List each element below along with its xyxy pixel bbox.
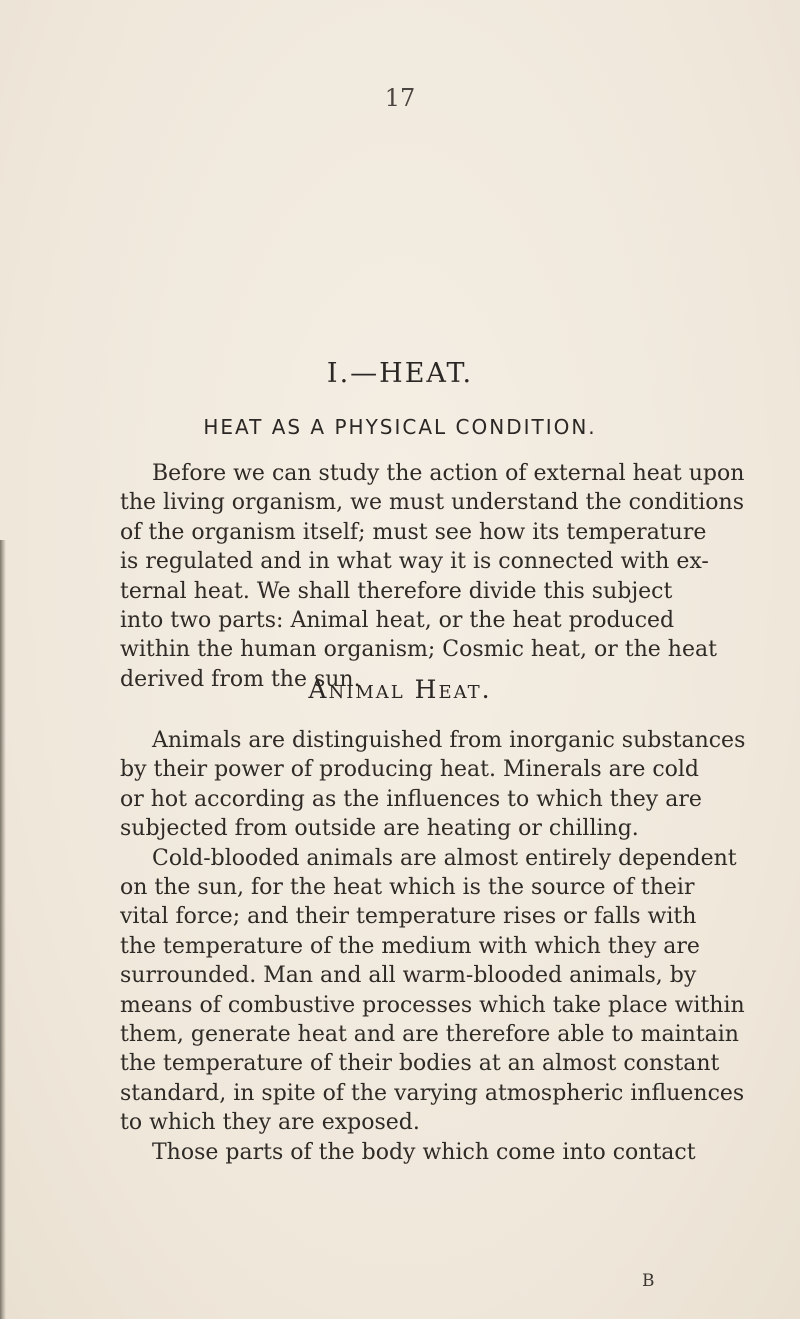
text-line: on the sun, for the heat which is the source of their	[120, 874, 695, 900]
chapter-subtitle: HEAT AS A PHYSICAL CONDITION.	[203, 415, 597, 439]
text-line: vital force; and their temperature rises or falls with	[120, 904, 697, 930]
text-line: Cold-blooded animals are almost entirely dependent	[152, 845, 737, 871]
signature-mark: B	[642, 1271, 655, 1291]
paragraph-animal-heat	[120, 726, 746, 1137]
text-line: the temperature of their bodies at an almost constant	[120, 1051, 720, 1077]
paragraph-contact	[120, 1138, 696, 1167]
text-line: into two parts: Animal heat, or the heat produced	[120, 607, 675, 633]
text-line: Those parts of the body which come into contact	[152, 1140, 696, 1165]
text-line: Before we can study the action of external heat upon	[152, 461, 745, 486]
text-line: derived from the sun.	[120, 666, 361, 692]
text-line: means of combustive processes which take place within	[120, 992, 745, 1018]
section-heading: Animal Heat.	[308, 675, 492, 704]
text-line: the living organism, we must understand the conditions	[120, 490, 745, 516]
paragraph-intro	[120, 459, 745, 694]
chapter-title: I.—HEAT.	[326, 358, 474, 389]
text-line: the temperature of the medium with which they are	[120, 933, 700, 959]
text-line: ternal heat. We shall therefore divide this subject	[120, 578, 673, 604]
text-line: standard, in spite of the varying atmospheric influences	[120, 1080, 745, 1106]
text-line: Animals are distinguished from inorganic substances	[152, 728, 746, 753]
text-line: of the organism itself; must see how its temperature	[120, 519, 707, 545]
text-line: to which they are exposed.	[120, 1110, 420, 1136]
page-number: 17	[384, 84, 416, 112]
text-line: subjected from outside are heating or chilling.	[120, 816, 639, 842]
text-line: is regulated and in what way it is connected with ex-	[120, 549, 709, 575]
text-line: surrounded. Man and all warm-blooded animals, by	[120, 963, 697, 989]
page-edge-shadow	[0, 540, 6, 1319]
text-line: them, generate heat and are therefore able to maintain	[120, 1021, 739, 1047]
text-line: within the human organism; Cosmic heat, or the heat	[120, 637, 717, 663]
text-line: by their power of producing heat. Minerals are cold	[120, 757, 700, 783]
text-line: or hot according as the influences to which they are	[120, 786, 702, 812]
